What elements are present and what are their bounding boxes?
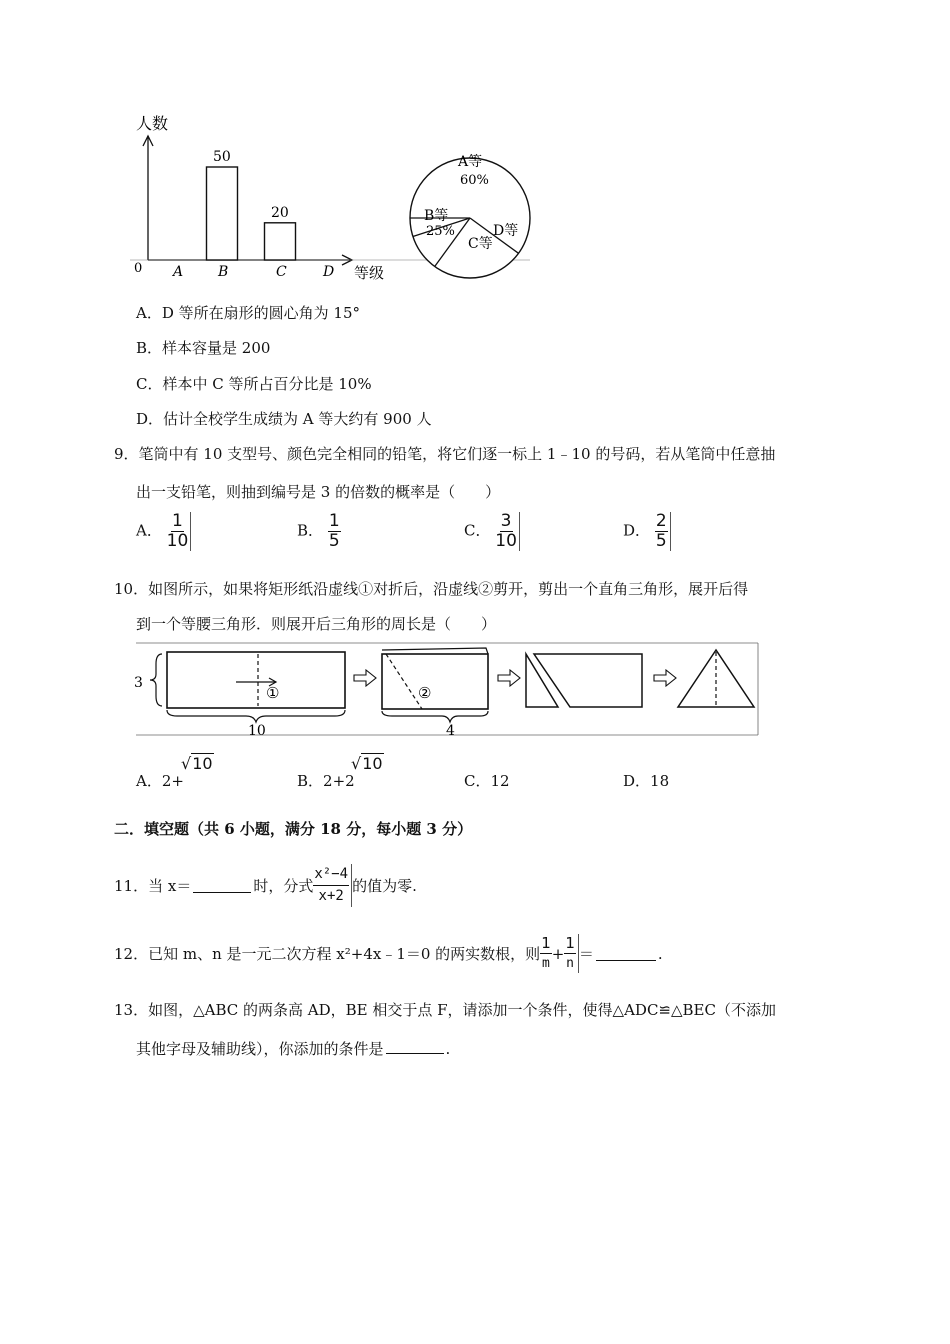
answer-blank[interactable] <box>596 946 656 961</box>
q9-stem-line2: 出一支铅笔，则抽到编号是 3 的倍数的概率是（ ） <box>136 483 501 501</box>
pie-value-b: 25% <box>426 224 455 239</box>
bar-value-label-c: 20 <box>271 204 289 221</box>
answer-blank[interactable] <box>386 1039 444 1054</box>
fraction-1-over-n: $\frac{1}{n}$ <box>564 934 579 973</box>
q10-option-a: A．2+ <box>136 772 184 790</box>
rectangle-stage-1 <box>167 652 345 708</box>
label-10: 10 <box>248 723 266 739</box>
label-3: 3 <box>134 675 143 691</box>
q9-option-c: C． $\frac{3}{10}$ <box>464 512 520 551</box>
brace-bottom-4 <box>382 711 488 722</box>
q10-option-d: D．18 <box>623 772 670 790</box>
isosceles-triangle <box>678 650 754 707</box>
process-arrow-2 <box>498 670 520 686</box>
sqrt-10-a: √10 <box>181 754 213 773</box>
cut-triangle <box>526 654 558 707</box>
q10-option-b: B．2+2 <box>297 772 355 790</box>
q13-stem-line2: 其他字母及辅助线），你添加的条件是 . <box>136 1040 451 1058</box>
pie-label-b: B等 <box>424 208 449 224</box>
cut-line-2 <box>386 654 422 709</box>
q8-option-c: C．样本中 C 等所占百分比是 10% <box>136 375 372 393</box>
brace-left <box>150 654 162 706</box>
y-axis-label: 人数 <box>136 114 169 133</box>
q9-option-a: A． $\frac{1}{10}$ <box>136 512 191 551</box>
fraction: $\frac{1}{10}$ <box>167 512 192 551</box>
q9-option-d: D． $\frac{2}{5}$ <box>623 512 671 551</box>
fraction: $\frac{2}{5}$ <box>655 512 671 551</box>
q8-option-d: D．估计全校学生成绩为 A 等大约有 900 人 <box>136 410 432 428</box>
pie-label-a: A等 <box>458 154 483 170</box>
circle-2-label: ② <box>418 684 432 702</box>
pie-label-c: C等 <box>468 236 493 252</box>
q11: 11．当 x＝ 时，分式 $\frac{\text{x²−4}}{x+2}$ 的值为零. <box>114 864 417 907</box>
x-axis-label: 等级 <box>354 264 385 282</box>
remaining-trapezoid <box>534 654 642 707</box>
rectangle-stage-2 <box>382 654 488 709</box>
origin-label: 0 <box>134 261 143 276</box>
x-tick-label-d: D <box>323 264 335 280</box>
circle-1-label: ① <box>266 684 280 702</box>
label-4: 4 <box>446 723 455 739</box>
x-tick-label-a: A <box>173 264 184 280</box>
pie-label-d: D等 <box>493 223 519 239</box>
fraction-1-over-m: $\frac{1}{m}$ <box>541 934 551 971</box>
q10-stem-line1: 10．如图所示，如果将矩形纸沿虚线①对折后，沿虚线②剪开，剪出一个直角三角形，展开后得 <box>114 580 749 598</box>
q12: 12．已知 m、n 是一元二次方程 x²+4x﹣1＝0 的两实数根，则 $\frac{1}{m}$ + $\frac{1}{n}$ ＝ . <box>114 934 663 971</box>
bar-c <box>265 223 296 260</box>
pie-value-a: 60% <box>460 173 489 188</box>
process-arrow-3 <box>654 670 676 686</box>
q10-figure <box>130 642 762 740</box>
q9-option-b: B． $\frac{1}{5}$ <box>297 511 340 551</box>
fraction: $\frac{\text{x²−4}}{x+2}$ <box>313 864 352 907</box>
x-tick-label-c: C <box>276 264 287 280</box>
sqrt-10-b: √10 <box>351 754 383 773</box>
fraction: $\frac{1}{5}$ <box>328 511 340 551</box>
q8-option-a: A．D 等所在扇形的圆心角为 15° <box>136 304 360 322</box>
q10-stem-line2: 到一个等腰三角形．则展开后三角形的周长是（ ） <box>136 615 497 633</box>
brace-bottom-10 <box>167 710 345 722</box>
fraction: $\frac{3}{10}$ <box>495 512 520 551</box>
answer-blank[interactable] <box>193 878 251 893</box>
bar-value-label-b: 50 <box>213 149 231 165</box>
bar-b <box>207 167 238 260</box>
q10-option-c: C．12 <box>464 772 510 790</box>
q9-stem-line1: 9．笔筒中有 10 支型号、颜色完全相同的铅笔，将它们逐一标上 1﹣10 的号码，若从笔筒中任意抽 <box>114 445 776 463</box>
section-2-title: 二．填空题（共 6 小题，满分 18 分，每小题 3 分） <box>114 820 473 838</box>
q13-stem-line1: 13．如图，△ABC 的两条高 AD，BE 相交于点 F，请添加一个条件，使得△ADC≌△BEC（不添加 <box>114 1001 776 1019</box>
process-arrow-1 <box>354 670 376 686</box>
x-tick-label-b: B <box>218 264 229 280</box>
q8-option-b: B．样本容量是 200 <box>136 339 271 357</box>
q8-figure <box>130 110 540 286</box>
